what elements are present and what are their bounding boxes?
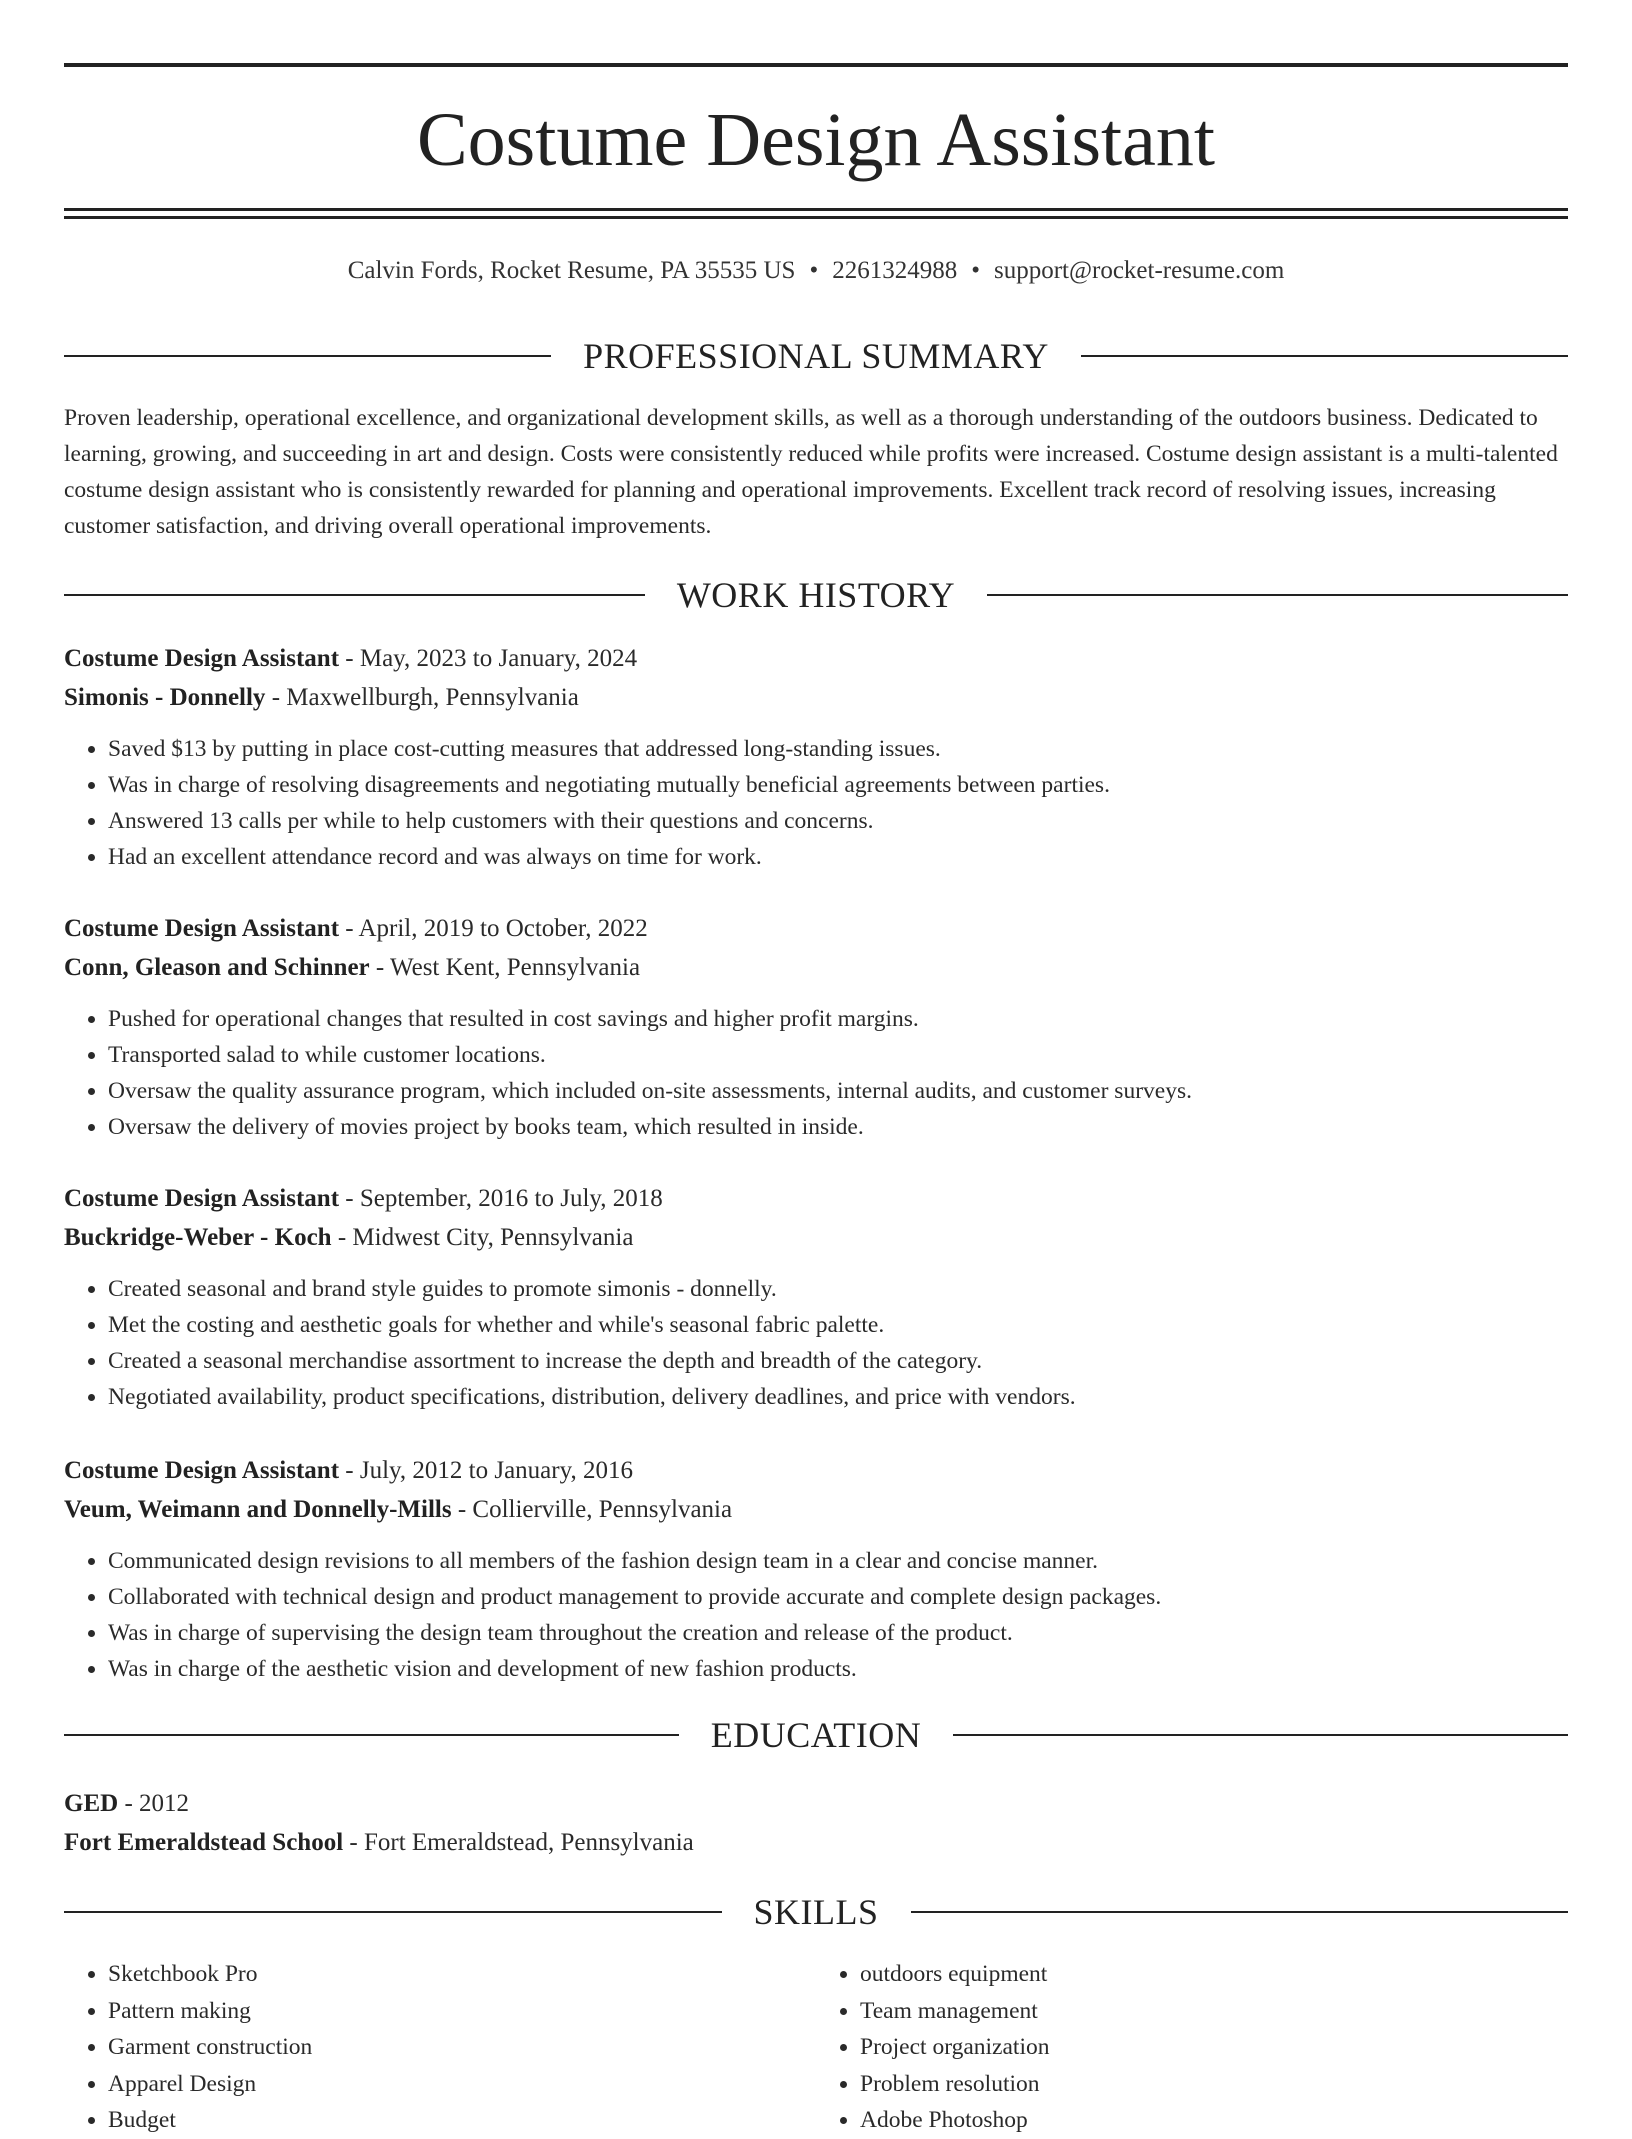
job-bullet: • Created seasonal and brand style guides to promote simonis - donnelly. [108,1271,1568,1307]
job-bullet: • Was in charge of resolving disagreements and negotiating mutually beneficial agreements between parties. [108,767,1568,803]
job-location: - Maxwellburgh, Pennsylvania [265,684,579,711]
section-title: PROFESSIONAL SUMMARY [583,336,1049,376]
section-title: EDUCATION [710,1715,922,1755]
job-bullet: • Collaborated with technical design and product management to provide accurate and complete design packages. [108,1579,1568,1615]
skill-item: • Apparel Design [108,2066,816,2103]
job-bullet: • Was in charge of the aesthetic vision and development of new fashion products. [108,1651,1568,1687]
job-company: Veum, Weimann and Donnelly-Mills [64,1496,452,1523]
job-title-line [64,1452,1568,1490]
job-location: - Midwest City, Pennsylvania [331,1224,634,1251]
section-heading-work-history [64,573,1568,617]
job-title: Costume Design Assistant [64,1185,340,1212]
contact-separator: • [971,257,980,284]
job-bullet: • Communicated design revisions to all members of the fashion design team in a clear and concise manner. [108,1543,1568,1579]
heading-rule [64,1734,679,1736]
job-company-line [64,949,1568,987]
heading-rule [64,1911,722,1913]
section-heading-education [64,1713,1568,1757]
skills-list [64,1956,1568,2139]
education-location: - Fort Emeraldstead, Pennsylvania [343,1829,694,1856]
job-company: Simonis - Donnelly [64,684,266,711]
job-title: Costume Design Assistant [64,645,340,672]
skill-item: • Budget [108,2102,816,2139]
job-company: Conn, Gleason and Schinner [64,954,370,981]
heading-rule [911,1911,1569,1913]
heading-rule [64,355,551,357]
job-location: - West Kent, Pennsylvania [369,954,641,981]
job-title-line [64,640,1568,678]
education-school: Fort Emeraldstead School [64,1829,344,1856]
job-dates: - September, 2016 to July, 2018 [339,1185,663,1212]
job-title: Costume Design Assistant [64,915,340,942]
education-school-line [64,1824,1568,1862]
job-bullet: • Was in charge of supervising the design team throughout the creation and release of the product. [108,1615,1568,1651]
job-entry [64,640,1568,875]
skill-item: • Adobe Photoshop [860,2102,1568,2139]
title-double-rule [64,208,1568,219]
job-bullet: • Transported salad to while customer locations. [108,1037,1568,1073]
job-bullet: • Saved $13 by putting in place cost-cutting measures that addressed long-standing issues. [108,731,1568,767]
job-company: Buckridge-Weber - Koch [64,1224,332,1251]
contact-line [64,254,1568,288]
skills-column-right [816,1956,1568,2139]
education-year: - 2012 [118,1790,190,1817]
job-bullet: • Oversaw the delivery of movies project by books team, which resulted in inside. [108,1109,1568,1145]
contact-email: support@rocket-resume.com [993,257,1285,284]
education-degree-line [64,1785,1568,1823]
skill-item: • Sketchbook Pro [108,1956,816,1993]
job-bullets [64,1001,1568,1145]
resume-title: Costume Design Assistant [416,98,1216,182]
job-company-line [64,1491,1568,1529]
job-dates: - May, 2023 to January, 2024 [339,645,638,672]
job-entry [64,910,1568,1145]
section-heading-skills [64,1890,1568,1934]
job-company-line [64,679,1568,717]
job-bullet: • Answered 13 calls per while to help customers with their questions and concerns. [108,803,1568,839]
top-rule [64,63,1568,67]
contact-phone: 2261324988 [832,257,958,284]
skill-item: • Project organization [860,2029,1568,2066]
heading-rule [987,594,1568,596]
job-bullet: • Met the costing and aesthetic goals for whether and while's seasonal fabric palette. [108,1307,1568,1343]
job-bullet: • Oversaw the quality assurance program, which included on-site assessments, internal audits, and customer surveys. [108,1073,1568,1109]
contact-separator: • [809,257,819,284]
heading-rule [953,1734,1568,1736]
education-degree: GED [64,1790,119,1817]
section-heading-summary [64,334,1568,378]
section-title: WORK HISTORY [676,575,956,615]
heading-rule [64,594,645,596]
job-bullets [64,1271,1568,1415]
job-dates: - April, 2019 to October, 2022 [339,915,648,942]
job-entry [64,1180,1568,1415]
job-dates: - July, 2012 to January, 2016 [339,1457,633,1484]
job-title: Costume Design Assistant [64,1457,340,1484]
skill-item: • Team management [860,1993,1568,2030]
job-title-line [64,1180,1568,1218]
job-bullet: • Created a seasonal merchandise assortment to increase the depth and breadth of the category. [108,1343,1568,1379]
job-title-line [64,910,1568,948]
skill-item: • Problem resolution [860,2066,1568,2103]
job-bullets [64,1543,1568,1687]
job-bullet: • Had an excellent attendance record and was always on time for work. [108,839,1568,875]
skill-item: • Pattern making [108,1993,816,2030]
summary-text: Proven leadership, operational excellence, and organizational development skills, as well as a thorough understanding of the outdoors business. Dedicated to learning, growing, and succeeding in art and design. Costs were consistently reduced while profits were increased. Costume design assistant is a multi-talented costume design assistant who is consistently rewarded for planning and operational improvements. Excellent track record of resolving issues, increasing customer satisfaction, and driving overall operational improvements. [64,405,1558,539]
job-bullet: • Negotiated availability, product specifications, distribution, delivery deadlines, and price with vendors. [108,1379,1568,1415]
heading-rule [1081,355,1568,357]
job-location: - Collierville, Pennsylvania [451,1496,733,1523]
job-entry [64,1452,1568,1687]
section-title: SKILLS [753,1892,879,1932]
skills-column-left [64,1956,816,2139]
job-bullet: • Pushed for operational changes that resulted in cost savings and higher profit margins. [108,1001,1568,1037]
education-entry [64,1785,1568,1862]
job-bullets [64,731,1568,875]
skill-item: • outdoors equipment [860,1956,1568,1993]
skill-item: • Garment construction [108,2029,816,2066]
job-company-line [64,1219,1568,1257]
contact-address: Calvin Fords, Rocket Resume, PA 35535 US [347,257,796,284]
